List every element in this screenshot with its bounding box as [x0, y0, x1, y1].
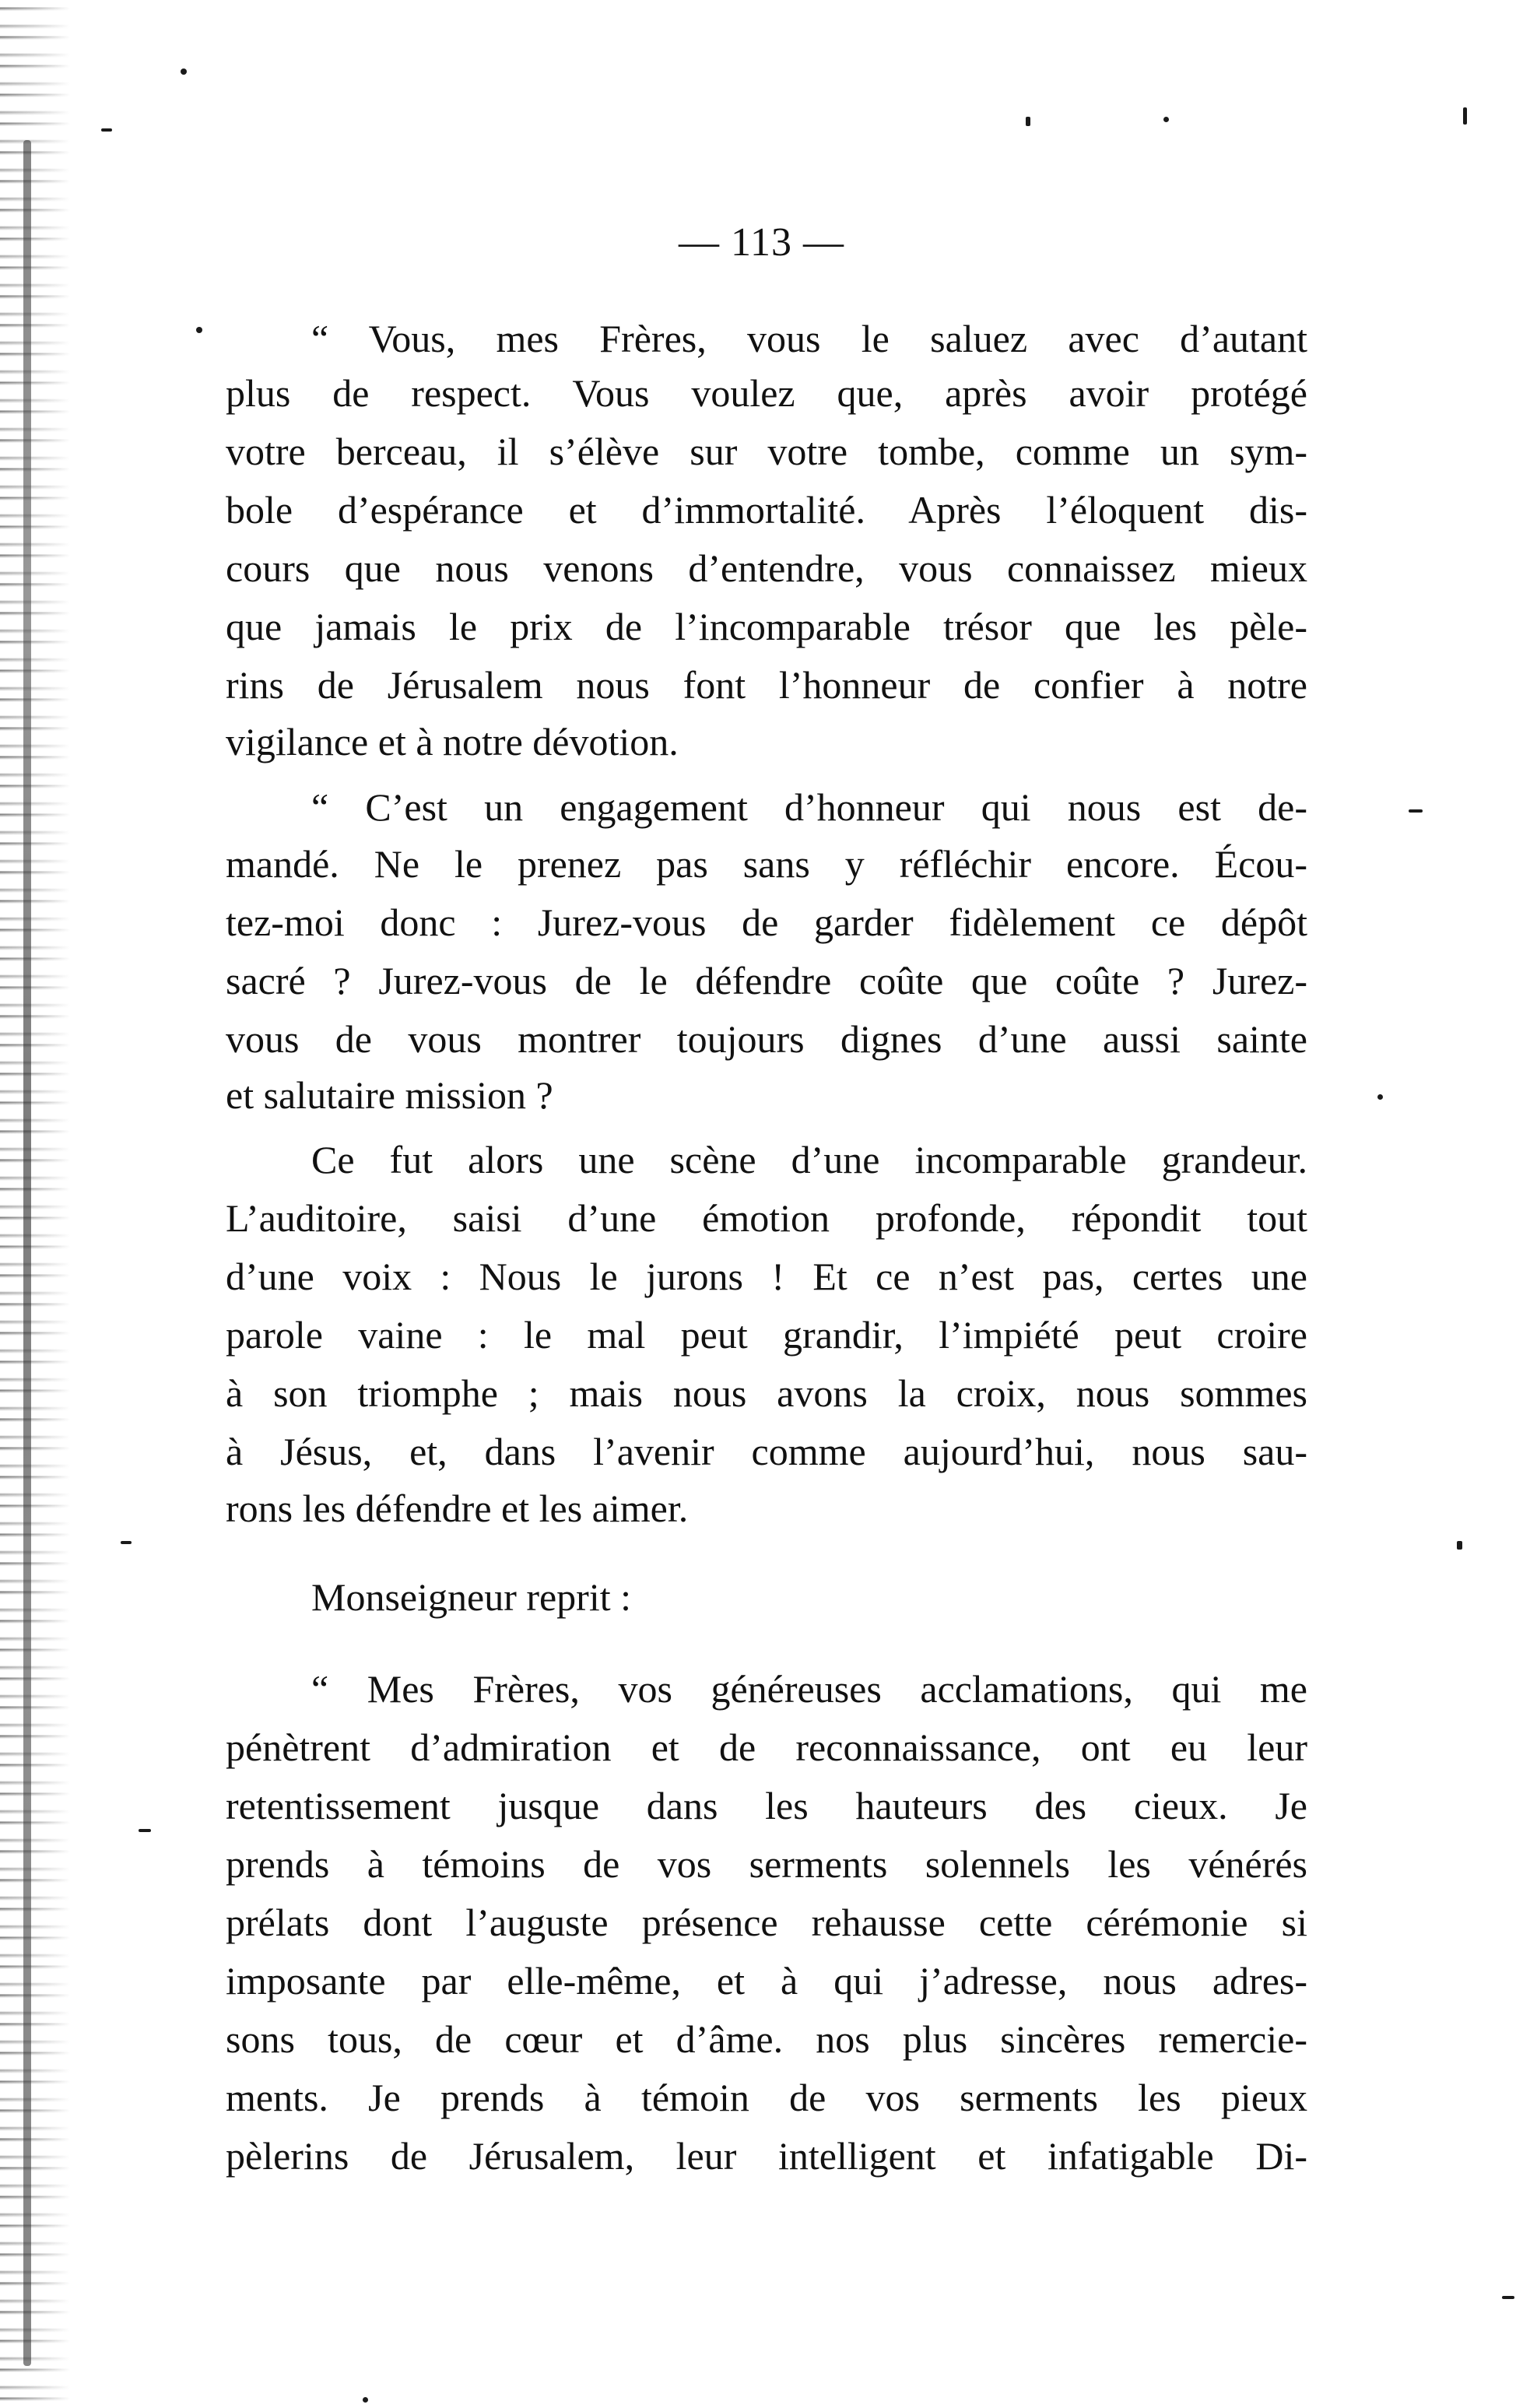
text-line: rons les défendre et les aimer. [226, 1487, 689, 1530]
text-line: que jamais le prix de l’incomparable trésor que les pèle- [226, 605, 1307, 648]
scan-speck [1409, 809, 1423, 813]
text-line: tez-moi donc : Jurez-vous de garder fidèlement ce dépôt [226, 900, 1307, 944]
text-line: ments. Je prends à témoin de vos serments les pieux [226, 2076, 1307, 2119]
text-line: pénètrent d’admiration et de reconnaissance, ont eu leur [226, 1725, 1307, 1769]
binding-shadow [23, 140, 31, 2366]
scan-speck [1463, 107, 1467, 125]
text-line: bole d’espérance et d’immortalité. Après l’éloquent dis- [226, 488, 1307, 532]
text-line: sacré ? Jurez-vous de le défendre coûte que coûte ? Jurez- [226, 959, 1307, 1002]
text-line: rins de Jérusalem nous font l’honneur de confier à notre [226, 663, 1307, 707]
text-line: “ C’est un engagement d’honneur qui nous est de- [311, 785, 1307, 829]
text-line: retentissement jusque dans les hauteurs des cieux. Je [226, 1784, 1307, 1827]
text-line: “ Vous, mes Frères, vous le saluez avec d’autant [311, 317, 1307, 360]
scan-speck [1163, 117, 1169, 122]
scan-speck [1026, 117, 1030, 126]
scan-speck [181, 68, 187, 75]
text-line: pèlerins de Jérusalem, leur intelligent et infatigable Di- [226, 2134, 1307, 2178]
text-line: et salutaire mission ? [226, 1073, 553, 1117]
text-line: Ce fut alors une scène d’une incomparable grandeur. [311, 1138, 1307, 1181]
scan-speck [1457, 1541, 1462, 1550]
page-number: — 113 — [678, 220, 845, 265]
scan-speck [196, 327, 202, 333]
text-line: L’auditoire, saisi d’une émotion profonde, répondit tout [226, 1196, 1307, 1240]
text-line: imposante par elle-même, et à qui j’adresse, nous adres- [226, 1959, 1307, 2003]
text-line: vigilance et à notre dévotion. [226, 720, 679, 763]
scan-speck [1377, 1094, 1383, 1100]
text-line: parole vaine : le mal peut grandir, l’impiété peut croire [226, 1313, 1307, 1357]
text-line: mandé. Ne le prenez pas sans y réfléchir encore. Écou- [226, 842, 1307, 886]
text-line: sons tous, de cœur et d’âme. nos plus sincères remercie- [226, 2017, 1307, 2061]
scan-speck [121, 1541, 132, 1544]
scan-speck [363, 2397, 368, 2403]
scan-speck [101, 128, 112, 132]
text-line: vous de vous montrer toujours dignes d’une aussi sainte [226, 1017, 1307, 1061]
text-line: plus de respect. Vous voulez que, après avoir protégé [226, 371, 1307, 415]
scan-speck [1502, 2296, 1514, 2299]
text-line: “ Mes Frères, vos généreuses acclamations, qui me [311, 1667, 1307, 1711]
scan-speck [139, 1829, 151, 1832]
text-line: prends à témoins de vos serments solennels les vénérés [226, 1842, 1307, 1886]
text-line: Monseigneur reprit : [311, 1575, 632, 1619]
text-line: à son triomphe ; mais nous avons la croix, nous sommes [226, 1371, 1307, 1415]
text-line: d’une voix : Nous le jurons ! Et ce n’est pas, certes une [226, 1255, 1307, 1298]
text-line: votre berceau, il s’élève sur votre tombe, comme un sym- [226, 430, 1307, 473]
text-line: prélats dont l’auguste présence rehausse cette cérémonie si [226, 1901, 1307, 1944]
text-line: cours que nous venons d’entendre, vous connaissez mieux [226, 546, 1307, 590]
text-line: à Jésus, et, dans l’avenir comme aujourd’hui, nous sau- [226, 1430, 1307, 1473]
binding-edge [0, 0, 70, 2408]
